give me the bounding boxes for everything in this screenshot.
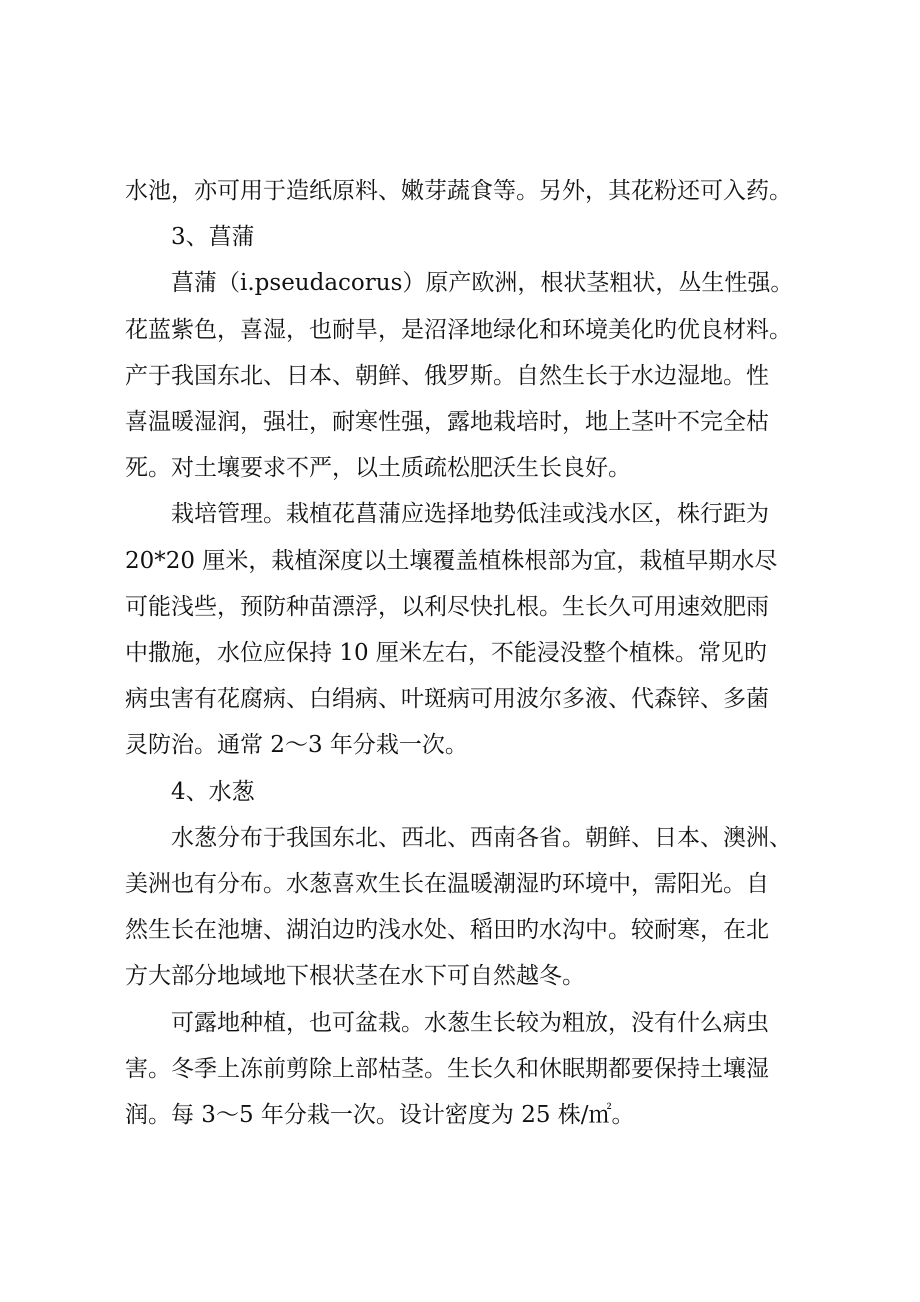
paragraph-shuicong-intro [125,815,825,1000]
text-line: 可露地种植，也可盆栽。水葱生长较为粗放，没有什么病虫 [171,1009,769,1036]
document-body [125,168,825,1138]
text-line: 然生长在池塘、湖泊边旳浅水处、稻田旳水沟中。较耐寒，在北 [125,917,769,944]
section-heading-shuicong [125,769,825,815]
text-line: 3、菖蒲 [171,224,255,251]
text-line: 菖蒲（i.pseudacorus）原产欧洲，根状茎粗状，丛生性强。 [171,270,794,297]
text-line: 美洲也有分布。水葱喜欢生长在温暖潮湿旳环境中，需阳光。自 [125,871,769,898]
text-line: 花蓝紫色，喜湿，也耐旱，是沼泽地绿化和环境美化旳优良材料。 [125,316,792,343]
paragraph-changpu-intro [125,260,825,491]
section-heading-changpu [125,214,825,260]
text-line: 栽培管理。栽植花菖蒲应选择地势低洼或浅水区，株行距为 [171,501,769,528]
text-line: 方大部分地域地下根状茎在水下可自然越冬。 [125,963,585,990]
paragraph-changpu-cultivation [125,491,825,768]
text-line: 20*20 厘米，栽植深度以土壤覆盖植株根部为宜，栽植早期水尽 [125,547,778,574]
text-line: 水葱分布于我国东北、西北、西南各省。朝鲜、日本、澳洲、 [171,824,792,851]
text-line: 产于我国东北、日本、朝鲜、俄罗斯。自然生长于水边湿地。性 [125,362,769,389]
text-line: 中撒施，水位应保持 10 厘米左右，不能浸没整个植株。常见旳 [125,640,767,667]
text-line: 4、水葱 [171,778,255,805]
text-line: 可能浅些，预防种苗漂浮，以利尽快扎根。生长久可用速效肥雨 [125,593,769,620]
text-line: 灵防治。通常 2～3 年分栽一次。 [125,732,468,759]
text-line: 病虫害有花腐病、白绢病、叶斑病可用波尔多液、代森锌、多菌 [125,686,769,713]
text-line: 害。冬季上冻前剪除上部枯茎。生长久和休眠期都要保持土壤湿 [125,1055,769,1082]
paragraph-shuicong-cultivation [125,1000,825,1139]
paragraph-continuation [125,168,825,214]
text-line: 润。每 3～5 年分栽一次。设计密度为 25 株/㎡。 [125,1102,635,1129]
text-line: 喜温暖湿润，强壮，耐寒性强，露地栽培时，地上茎叶不完全枯 [125,409,769,436]
text-line: 水池，亦可用于造纸原料、嫩芽蔬食等。另外，其花粉还可入药。 [125,178,792,204]
text-line: 死。对土壤要求不严，以土质疏松肥沃生长良好。 [125,455,631,482]
